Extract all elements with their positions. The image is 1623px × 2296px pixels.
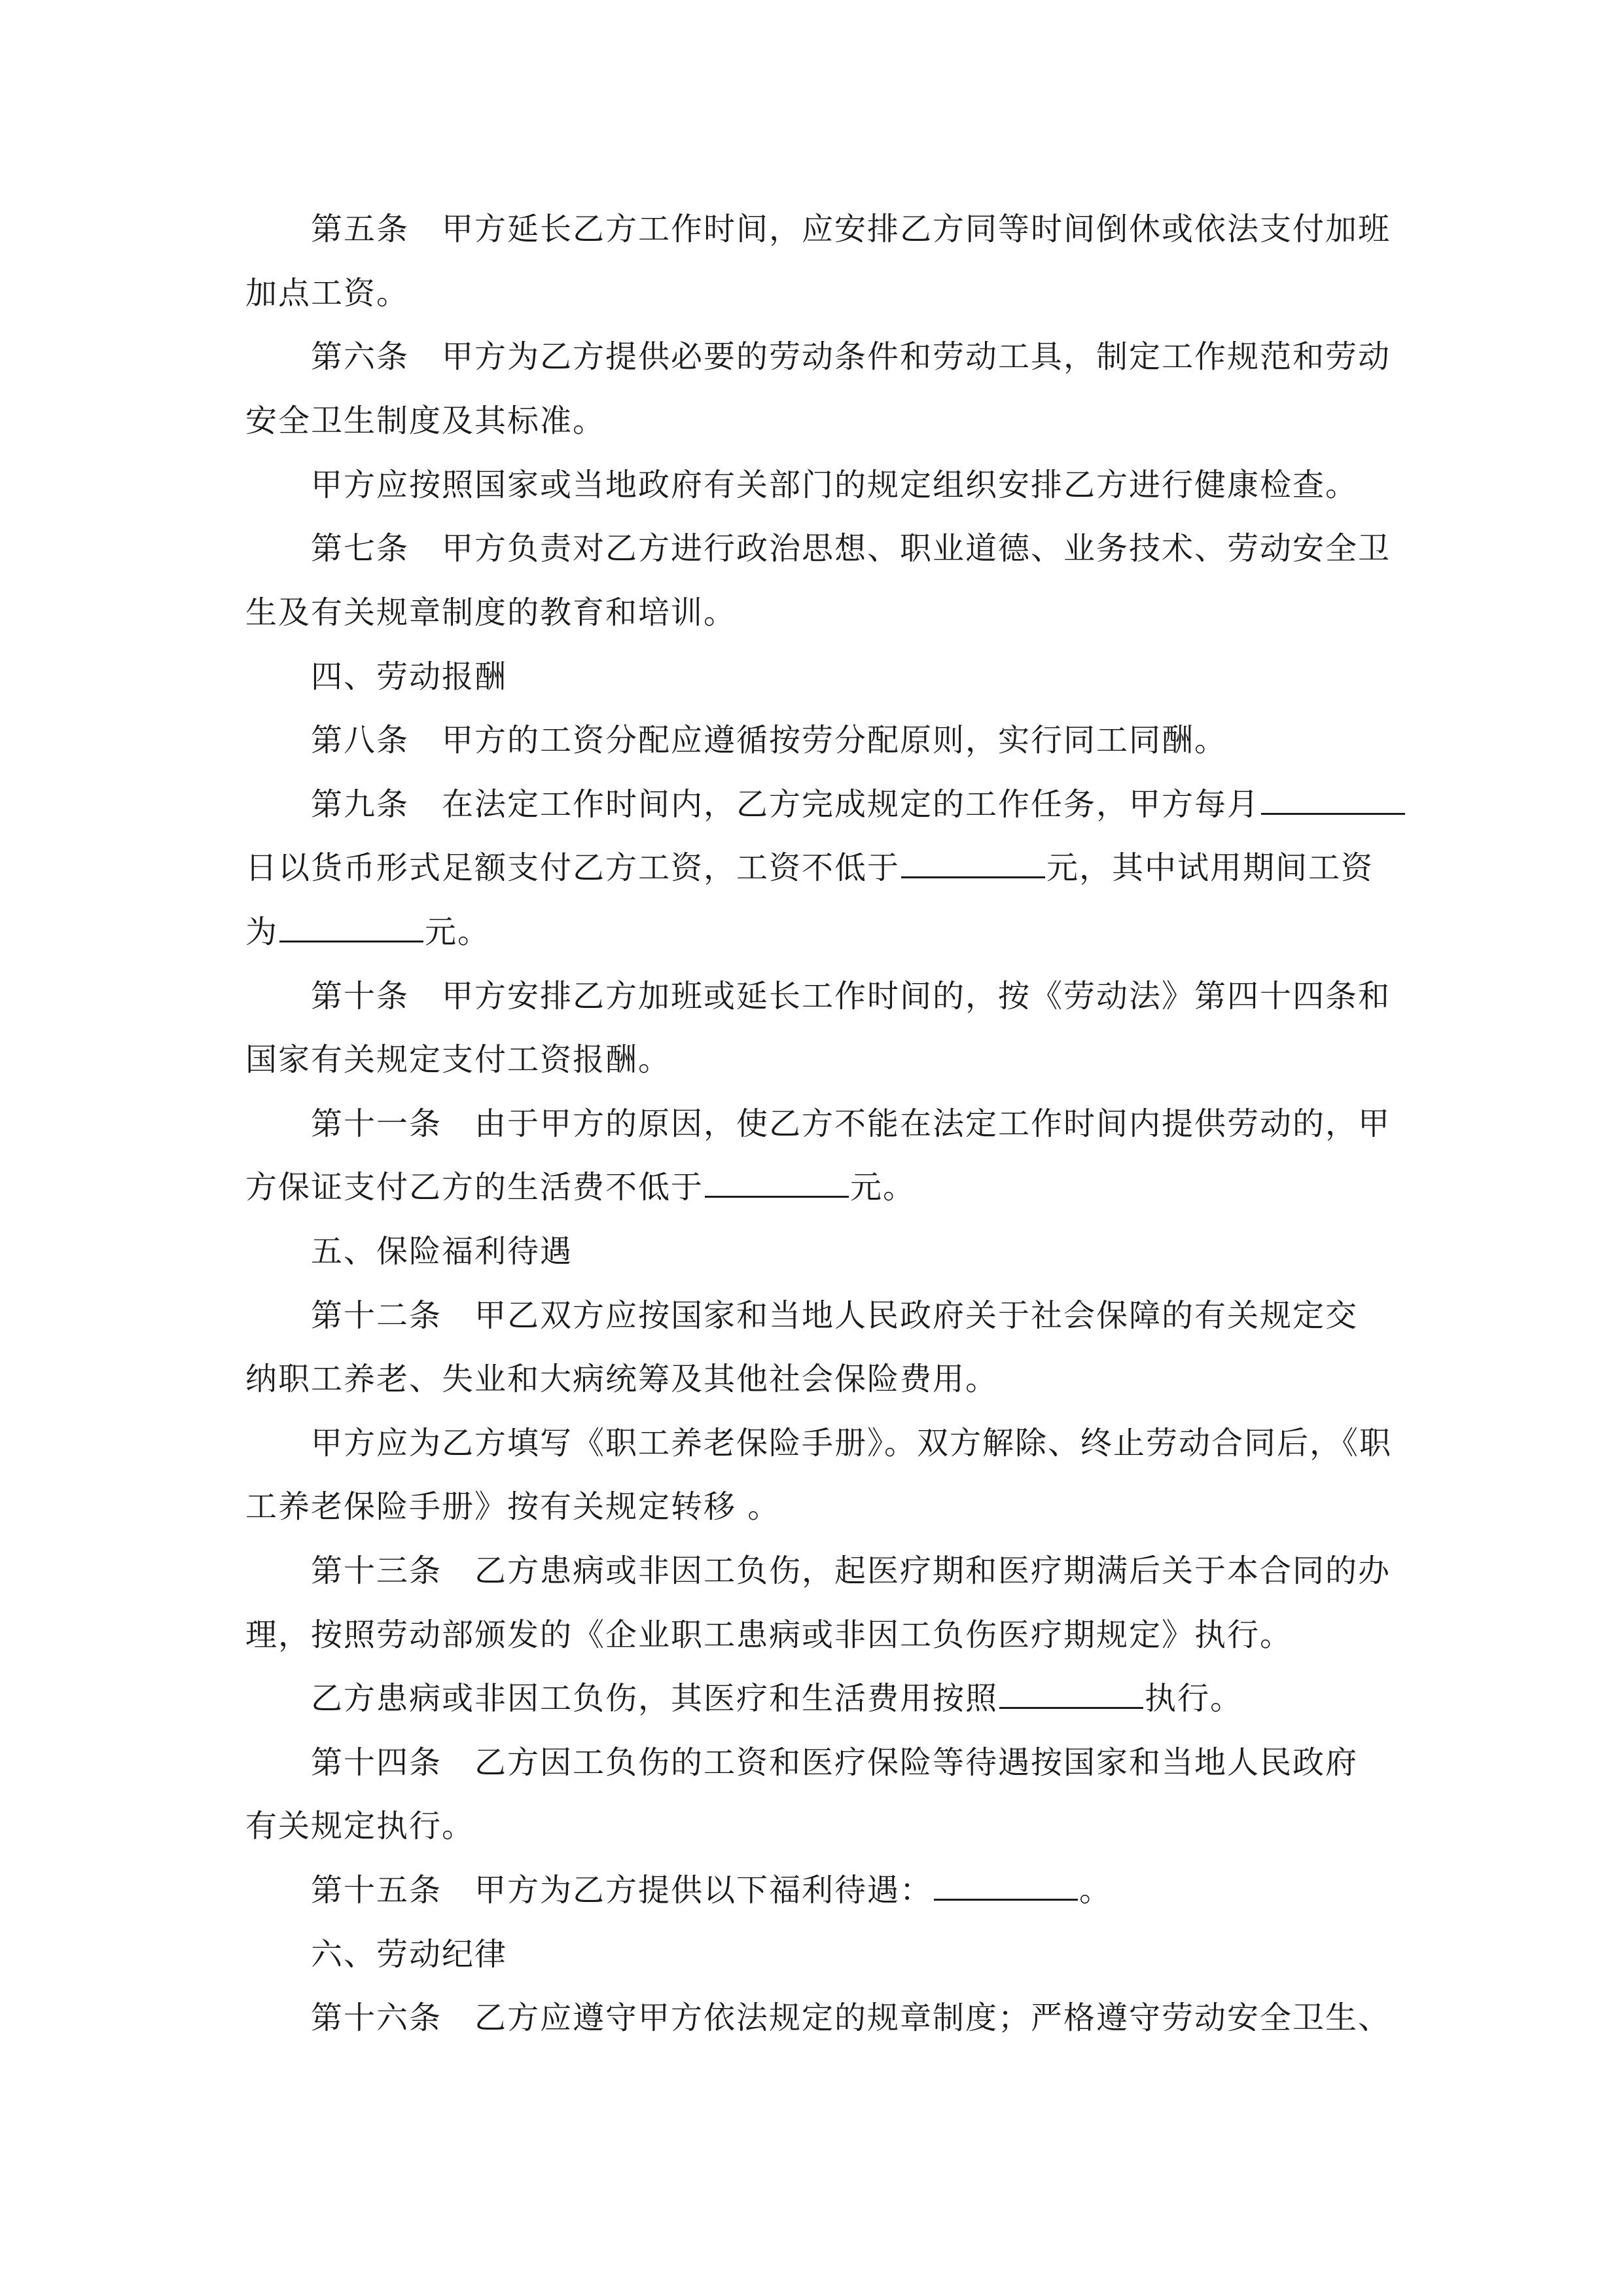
clause-5-line-2: 加点工资。 [245, 275, 410, 312]
clause-13-text-p2b: 执行。 [1145, 1680, 1243, 1717]
clause-15-line-1 [311, 1871, 1112, 1910]
clause-12-line-2: 纳职工养老、失业和大病统筹及其他社会保险费用。 [245, 1361, 999, 1397]
clause-7-number: 第七条 [311, 530, 410, 567]
clause-15-number: 第十五条 [311, 1872, 442, 1909]
clause-6-line-1 [311, 337, 1391, 376]
minimum-wage-blank[interactable] [901, 850, 1045, 878]
clause-12-paragraph-2-line-2: 工养老保险手册》按有关规定转移 。 [245, 1488, 781, 1525]
clause-9-text-3a: 为 [245, 914, 279, 950]
section-5-heading: 五、保险福利待遇 [311, 1233, 573, 1270]
clause-7-line-1 [311, 529, 1391, 568]
clause-15-text-1b: 。 [1079, 1872, 1113, 1909]
clause-10-line-2: 国家有关规定支付工资报酬。 [245, 1041, 671, 1078]
clause-9-text-2a: 日以货币形式足额支付乙方工资，工资不低于 [245, 850, 901, 886]
pay-day-blank[interactable] [1261, 787, 1405, 815]
clause-8-line-1 [311, 721, 1227, 760]
clause-6-text-1: 甲方为乙方提供必要的劳动条件和劳动工具，制定工作规范和劳动 [442, 338, 1391, 375]
clause-16-number: 第十六条 [311, 2000, 442, 2036]
clause-5-line-1 [311, 209, 1391, 249]
clause-11-text-2b: 元。 [850, 1169, 916, 1206]
clause-15-text-1a: 甲方为乙方提供以下福利待遇： [474, 1872, 933, 1909]
clause-9-text-3b: 元。 [425, 914, 491, 950]
clause-9-line-1 [311, 785, 1406, 824]
clause-14-text-1: 乙方因工负伤的工资和医疗保险等待遇按国家和当地人民政府 [474, 1744, 1359, 1781]
clause-7-text-1: 甲方负责对乙方进行政治思想、职业道德、业务技术、劳动安全卫 [442, 530, 1391, 567]
clause-9-text-2b: 元，其中试用期间工资 [1046, 850, 1374, 886]
clause-8-text-1: 甲方的工资分配应遵循按劳分配原则，实行同工同酬。 [442, 722, 1228, 759]
clause-13-line-1 [311, 1551, 1391, 1590]
clause-5-text-1: 甲方延长乙方工作时间，应安排乙方同等时间倒休或依法支付加班 [442, 211, 1391, 247]
clause-5-number: 第五条 [311, 211, 410, 247]
clause-12-paragraph-2-line-1: 甲方应为乙方填写《职工养老保险手册》。双方解除、终止劳动合同后，《职 [311, 1425, 1393, 1462]
probation-wage-blank[interactable] [279, 914, 423, 942]
clause-14-line-2: 有关规定执行。 [245, 1808, 475, 1844]
clause-6-number: 第六条 [311, 338, 410, 375]
clause-10-line-1 [311, 977, 1391, 1016]
clause-13-paragraph-2 [311, 1679, 1243, 1718]
clause-14-line-1 [311, 1743, 1358, 1782]
clause-10-text-1: 甲方安排乙方加班或延长工作时间的，按《劳动法》第四十四条和 [442, 978, 1391, 1014]
section-4-heading: 四、劳动报酬 [311, 658, 508, 695]
clause-12-number: 第十二条 [311, 1297, 442, 1334]
clause-13-text-p2a: 乙方患病或非因工负伤，其医疗和生活费用按照 [311, 1680, 999, 1717]
clause-9-text-1: 在法定工作时间内，乙方完成规定的工作任务，甲方每月 [442, 786, 1260, 823]
clause-13-number: 第十三条 [311, 1552, 442, 1589]
clause-8-number: 第八条 [311, 722, 410, 759]
living-allowance-blank[interactable] [705, 1170, 849, 1198]
clause-16-line-1 [311, 1998, 1391, 2037]
clause-9-line-3 [245, 912, 490, 952]
clause-9-number: 第九条 [311, 786, 410, 823]
clause-11-number: 第十一条 [311, 1105, 442, 1142]
clause-16-text-1: 乙方应遵守甲方依法规定的规章制度；严格遵守劳动安全卫生、 [474, 2000, 1391, 2036]
clause-7-line-2: 生及有关规章制度的教育和培训。 [245, 594, 737, 631]
clause-9-line-2 [245, 848, 1374, 888]
clause-10-number: 第十条 [311, 978, 410, 1014]
clause-6-line-2: 安全卫生制度及其标准。 [245, 403, 606, 439]
clause-11-line-1 [311, 1104, 1391, 1143]
welfare-benefits-blank[interactable] [934, 1873, 1078, 1901]
clause-12-line-1 [311, 1296, 1358, 1335]
clause-11-line-2 [245, 1168, 916, 1207]
clause-13-text-1: 乙方患病或非因工负伤，起医疗期和医疗期满后关于本合同的办 [474, 1552, 1391, 1589]
section-6-heading: 六、劳动纪律 [311, 1936, 508, 1973]
clause-14-number: 第十四条 [311, 1744, 442, 1781]
medical-cost-basis-blank[interactable] [999, 1681, 1143, 1709]
clause-11-text-2a: 方保证支付乙方的生活费不低于 [245, 1169, 704, 1206]
clause-11-text-1: 由于甲方的原因，使乙方不能在法定工作时间内提供劳动的，甲 [474, 1105, 1391, 1142]
clause-12-text-1: 甲乙双方应按国家和当地人民政府关于社会保障的有关规定交 [474, 1297, 1359, 1334]
clause-6-paragraph-2: 甲方应按照国家或当地政府有关部门的规定组织安排乙方进行健康检查。 [311, 467, 1359, 503]
clause-13-line-2: 理，按照劳动部颁发的《企业职工患病或非因工负伤医疗期规定》执行。 [245, 1617, 1293, 1653]
